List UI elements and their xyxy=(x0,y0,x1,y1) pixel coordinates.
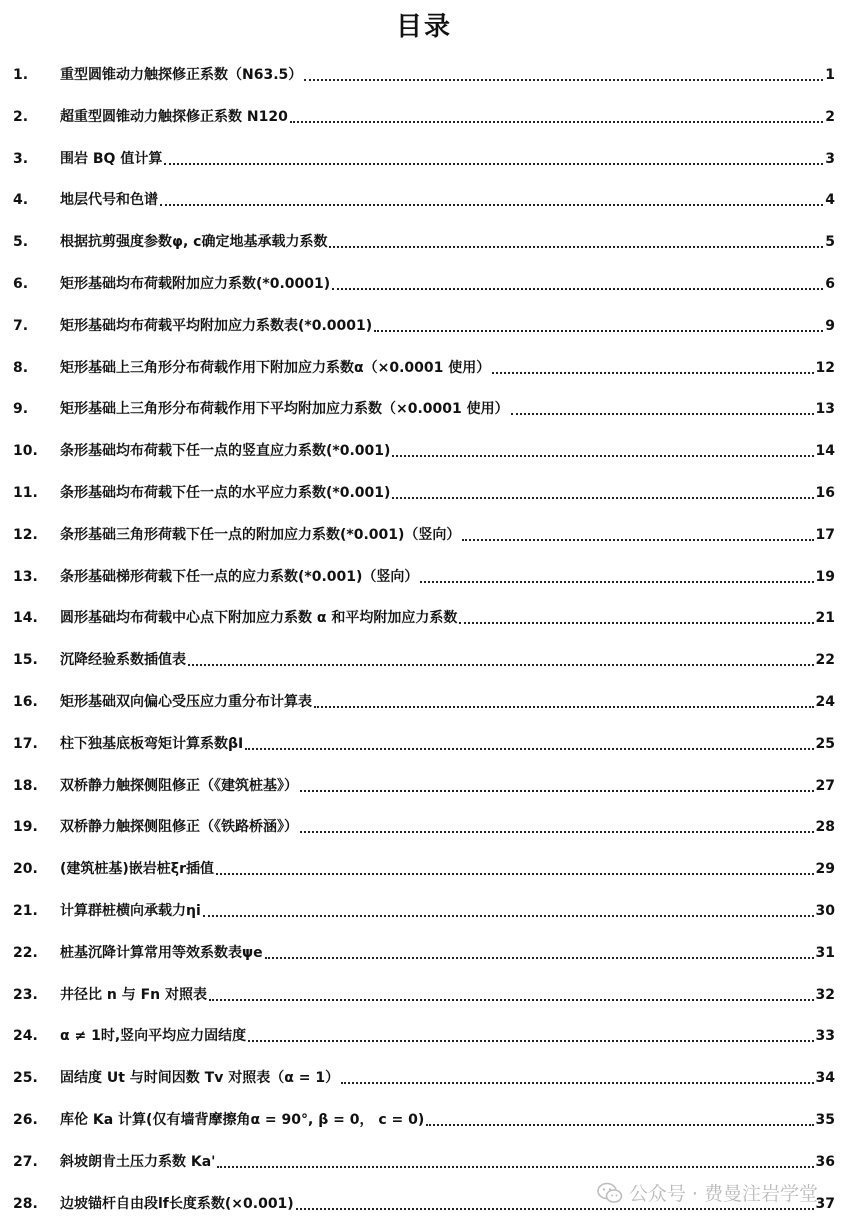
toc-entry-number: 13. xyxy=(13,568,38,585)
toc-entry-title: 斜坡朗肯土压力系数 Ka' xyxy=(60,1153,216,1170)
toc-entry-number: 15. xyxy=(13,652,38,669)
toc-entry-page-number: 33 xyxy=(815,1028,835,1045)
toc-entry-number: 8. xyxy=(13,359,29,376)
dot-leader xyxy=(426,1123,813,1126)
toc-entry[interactable] xyxy=(13,186,835,210)
toc-entry-number: 5. xyxy=(13,234,29,251)
toc-entry[interactable] xyxy=(13,1148,835,1172)
toc-entry[interactable] xyxy=(13,772,835,796)
toc-entry-title: 矩形基础上三角形分布荷载作用下平均附加应力系数（×0.0001 使用） xyxy=(60,401,509,418)
toc-entry-page-number: 34 xyxy=(815,1070,835,1087)
toc-entry-page-number: 6 xyxy=(825,276,835,292)
toc-entry-title: 超重型圆锥动力触探修正系数 N120 xyxy=(60,108,288,125)
toc-entry[interactable] xyxy=(13,145,835,169)
toc-entry-number: 18. xyxy=(13,777,38,794)
watermark xyxy=(597,1179,818,1206)
dot-leader xyxy=(300,789,814,792)
toc-entry-page-number: 24 xyxy=(815,694,835,710)
toc-entry-title: (建筑桩基)嵌岩桩ξr插值 xyxy=(60,861,214,878)
toc-entry[interactable] xyxy=(13,646,835,670)
dot-leader xyxy=(492,371,813,374)
dot-leader xyxy=(329,245,823,248)
toc-entry-number: 19. xyxy=(13,819,38,836)
toc-entry-title: 条形基础梯形荷载下任一点的应力系数(*0.001)（竖向） xyxy=(60,568,419,585)
toc-entry-page-number: 21 xyxy=(815,610,835,627)
toc-entry-title: 桩基沉降计算常用等效系数表ψe xyxy=(60,944,263,961)
toc-entry-page-number: 35 xyxy=(815,1112,835,1128)
toc-entry-page-number: 1 xyxy=(825,67,835,83)
toc-entry-number: 28. xyxy=(13,1195,38,1212)
dot-leader xyxy=(392,454,813,457)
dot-leader xyxy=(332,287,823,290)
toc-entry[interactable] xyxy=(13,604,835,628)
dot-leader xyxy=(217,1165,813,1168)
toc-entry-number: 24. xyxy=(13,1028,38,1045)
toc-entry-title: 计算群桩横向承载力ηi xyxy=(60,903,201,919)
page-title: 目录 xyxy=(395,12,452,42)
toc-entry-page-number: 12 xyxy=(815,359,835,376)
dot-leader xyxy=(314,705,814,708)
toc-entry-title: 固结度 Ut 与时间因数 Tv 对照表（α = 1） xyxy=(60,1070,340,1087)
toc-entry[interactable] xyxy=(13,354,835,378)
toc-entry-title: 矩形基础均布荷载附加应力系数(*0.0001) xyxy=(60,276,331,292)
toc-entry-number: 26. xyxy=(13,1112,38,1128)
toc-entry-title: 地层代号和色谱 xyxy=(60,192,158,209)
toc-entry[interactable] xyxy=(13,270,835,294)
toc-entry-title: 井径比 n 与 Fn 对照表 xyxy=(60,986,207,1003)
toc-entry[interactable] xyxy=(13,312,835,336)
toc-entry-title: 围岩 BQ 值计算 xyxy=(60,150,163,167)
toc-entry[interactable] xyxy=(13,897,835,921)
toc-entry[interactable] xyxy=(13,395,835,419)
toc-entry[interactable] xyxy=(13,437,835,461)
toc-entry-title: 重型圆锥动力触探修正系数（N63.5） xyxy=(60,67,303,83)
toc-entry-number: 2. xyxy=(13,108,29,125)
toc-entry-number: 10. xyxy=(13,443,38,460)
toc-entry[interactable] xyxy=(13,939,835,963)
toc-entry-title: 根据抗剪强度参数φ, c确定地基承载力系数 xyxy=(60,234,328,251)
toc-entry-page-number: 3 xyxy=(825,150,835,167)
toc-entry-number: 7. xyxy=(13,317,29,334)
dot-leader xyxy=(462,538,813,541)
toc-entry-page-number: 16 xyxy=(815,485,835,501)
toc-entry-title: 矩形基础均布荷载平均附加应力系数表(*0.0001) xyxy=(60,317,373,334)
dot-leader xyxy=(245,747,813,750)
dot-leader xyxy=(160,203,823,206)
dot-leader xyxy=(374,329,823,332)
toc-entry-number: 14. xyxy=(13,610,38,627)
toc-entry-page-number: 37 xyxy=(815,1195,835,1212)
toc-entry[interactable] xyxy=(13,521,835,545)
dot-leader xyxy=(265,956,814,959)
toc-entry-number: 1. xyxy=(13,67,29,83)
toc-entry-number: 17. xyxy=(13,735,38,752)
dot-leader xyxy=(304,78,823,81)
toc-entry-title: 沉降经验系数插值表 xyxy=(60,652,186,669)
toc-entry-page-number: 31 xyxy=(815,944,835,961)
toc-entry-page-number: 14 xyxy=(815,443,835,460)
toc-entry[interactable] xyxy=(13,813,835,837)
toc-entry-number: 3. xyxy=(13,150,29,167)
toc-entry-title: 矩形基础双向偏心受压应力重分布计算表 xyxy=(60,694,312,710)
toc-entry-page-number: 13 xyxy=(815,401,835,418)
toc-entry-title: 库伦 Ka 计算(仅有墙背摩擦角α = 90°, β = 0， c = 0) xyxy=(60,1112,425,1128)
toc-entry[interactable] xyxy=(13,479,835,503)
toc-entry-title: 双桥静力触探侧阻修正（《建筑桩基》） xyxy=(60,777,298,794)
toc-entry-title: 边坡锚杆自由段lf长度系数(×0.001) xyxy=(60,1195,294,1212)
toc-entry-page-number: 19 xyxy=(815,568,835,585)
toc-entry-page-number: 36 xyxy=(815,1153,835,1170)
dot-leader xyxy=(296,1207,814,1210)
dot-leader xyxy=(420,580,813,583)
toc-entry-number: 6. xyxy=(13,276,29,292)
toc-entry-page-number: 27 xyxy=(815,777,835,794)
toc-entry-page-number: 28 xyxy=(815,819,835,836)
toc-entry-number: 21. xyxy=(13,903,38,919)
toc-entry-number: 22. xyxy=(13,944,38,961)
toc-entry-number: 16. xyxy=(13,694,38,710)
toc-entry-title: α ≠ 1时,竖向平均应力固结度 xyxy=(60,1028,247,1045)
toc-entry-number: 11. xyxy=(13,485,38,501)
dot-leader xyxy=(203,914,814,917)
watermark-text: 公众号 · 费曼注岩学堂 xyxy=(628,1183,818,1205)
toc-entry[interactable] xyxy=(13,981,835,1005)
toc-entry-page-number: 22 xyxy=(815,652,835,669)
toc-entry-page-number: 29 xyxy=(815,861,835,878)
toc-entry-number: 12. xyxy=(13,526,38,543)
toc-entry-page-number: 25 xyxy=(815,735,835,752)
dot-leader xyxy=(511,412,814,415)
dot-leader xyxy=(290,120,823,123)
toc-entry-page-number: 2 xyxy=(825,108,835,125)
toc-entry[interactable] xyxy=(13,563,835,587)
dot-leader xyxy=(216,872,814,875)
toc-entry[interactable] xyxy=(13,1022,835,1046)
toc-entry-number: 20. xyxy=(13,861,38,878)
dot-leader xyxy=(392,496,813,499)
toc-entry-title: 圆形基础均布荷载中心点下附加应力系数 α 和平均附加应力系数 xyxy=(60,610,458,627)
dot-leader xyxy=(164,162,823,165)
toc-entry[interactable] xyxy=(13,228,835,252)
toc-entry[interactable] xyxy=(13,855,835,879)
toc-entry-number: 23. xyxy=(13,986,38,1003)
toc-entry-number: 25. xyxy=(13,1070,38,1087)
toc-entry-title: 柱下独基底板弯矩计算系数βI xyxy=(60,735,244,752)
toc-entry-number: 9. xyxy=(13,401,29,418)
toc-entry[interactable] xyxy=(13,61,835,85)
dot-leader xyxy=(300,830,814,833)
toc-entry-page-number: 32 xyxy=(815,986,835,1003)
toc-entry-title: 双桥静力触探侧阻修正（《铁路桥涵》） xyxy=(60,819,298,836)
toc-entry[interactable] xyxy=(13,730,835,754)
dot-leader xyxy=(341,1081,813,1084)
dot-leader xyxy=(248,1039,813,1042)
toc-entry-page-number: 5 xyxy=(825,234,835,251)
toc-entry[interactable] xyxy=(13,688,835,712)
toc-entry-page-number: 30 xyxy=(815,903,835,919)
dot-leader xyxy=(188,663,814,666)
toc-entry-page-number: 17 xyxy=(815,526,835,543)
toc-entry-title: 矩形基础上三角形分布荷载作用下附加应力系数α（×0.0001 使用） xyxy=(60,359,491,376)
toc-entry-title: 条形基础三角形荷载下任一点的附加应力系数(*0.001)（竖向） xyxy=(60,526,461,543)
dot-leader xyxy=(209,998,814,1001)
toc-entry-page-number: 4 xyxy=(825,192,835,209)
toc-entry[interactable] xyxy=(13,1106,835,1130)
dot-leader xyxy=(459,621,813,624)
toc-entry[interactable] xyxy=(13,103,835,127)
toc-entry[interactable] xyxy=(13,1064,835,1088)
toc-entry-page-number: 9 xyxy=(825,317,835,334)
toc-entry-number: 4. xyxy=(13,192,29,209)
toc-entry-number: 27. xyxy=(13,1153,38,1170)
toc-entry-title: 条形基础均布荷载下任一点的水平应力系数(*0.001) xyxy=(60,485,391,501)
wechat-icon xyxy=(597,1182,623,1204)
toc-entry-title: 条形基础均布荷载下任一点的竖直应力系数(*0.001) xyxy=(60,443,391,460)
